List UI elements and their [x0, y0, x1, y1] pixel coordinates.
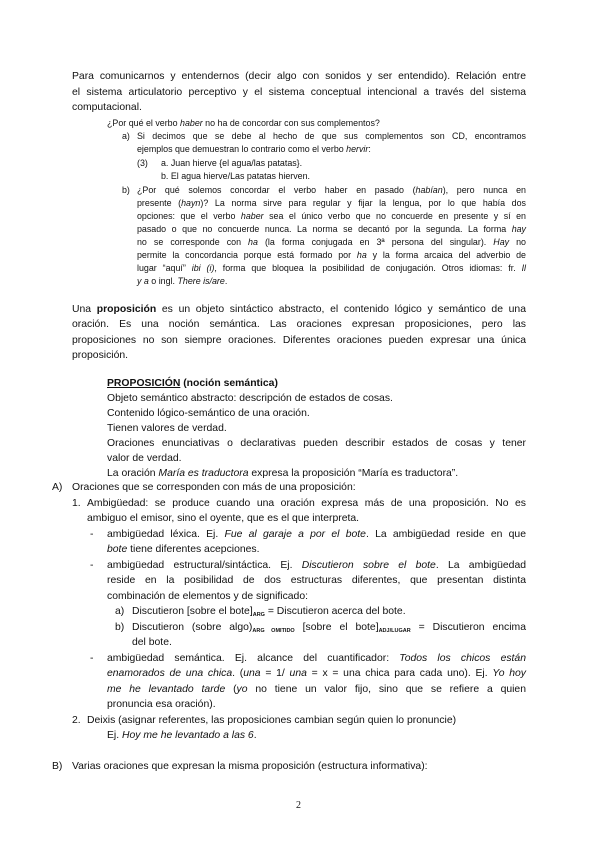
option-a-line-1: Si decimos que se debe al hecho de que sus complementos son CD, encontramos	[137, 131, 526, 141]
box-heading: PROPOSICIÓN (noción semántica)	[107, 378, 278, 389]
item-1-line-2: ambiguo el emisor, sino el oyente, que es el que interpreta.	[87, 513, 360, 524]
page-number: 2	[296, 800, 301, 811]
semantica-line-1: ambigüedad semántica. Ej. alcance del cuantificador: Todos los chicos están	[107, 653, 526, 664]
box-line-3: Tienen valores de verdad.	[107, 423, 227, 434]
proposicion-def-line-1: Una proposición es un objeto sintáctico abstracto, el contenido lógico y semántico de una	[72, 304, 526, 315]
option-b-line-4: pasado o que no concuerde nunca. La norma se decantó por la segunda. La forma hay	[137, 224, 526, 234]
intro-line-2: el sistema articulatorio perceptivo y el sistema conceptual intencional a través del sistema	[72, 87, 526, 98]
option-b-line-8: y a o ingl. There is/are.	[137, 276, 228, 286]
item-2-marker: 2.	[72, 715, 81, 726]
example-3b: b. El agua hierve/Las patatas hierven.	[161, 171, 310, 181]
deixis-example: Ej. Hoy me he levantado a las 6.	[107, 730, 257, 741]
lexica-line-1: ambigüedad léxica. Ej. Fue al garaje a por el bote. La ambigüedad reside en que	[107, 529, 526, 540]
example-3-number: (3)	[137, 158, 148, 168]
section-a-title: Oraciones que se corresponden con más de una proposición:	[72, 482, 356, 493]
semantica-line-2: enamorados de una chica. (una = 1/ una = x = una chica para cada uno). Ej. Yo hoy	[107, 668, 527, 679]
box-line-1: Objeto semántico abstracto: descripción de estados de cosas.	[107, 393, 393, 404]
semantica-dash: -	[90, 653, 94, 664]
option-a-line-2: ejemplos que demuestran lo contrario como el verbo hervir:	[137, 144, 371, 154]
example-3a: a. Juan hierve {el agua/las patatas}.	[161, 158, 303, 168]
estructural-line-2: reside en la posibilidad de dos estructuras diferentes, que presentan distinta	[107, 575, 526, 586]
option-a-marker: a)	[122, 131, 130, 141]
box-line-5: valor de verdad.	[107, 453, 182, 464]
option-b-line-1: ¿Por qué solemos concordar el verbo haber en pasado (habían), pero nunca en	[137, 185, 526, 195]
estructural-a-text: Discutieron [sobre el $bote]_{ARG}$ = Discutieron acerca del bote.	[132, 606, 406, 618]
proposicion-def-line-4: proposición.	[72, 350, 129, 361]
lexica-line-2: bote tiene diferentes acepciones.	[107, 544, 260, 555]
box-line-4: Oraciones enunciativas o declarativas pueden describir estados de cosas y tener	[107, 438, 526, 449]
estructural-b-marker: b)	[115, 622, 125, 633]
box-line-2: Contenido lógico-semántico de una oración.	[107, 408, 310, 419]
section-b-marker: B)	[52, 761, 63, 772]
estructural-b-text: Discutieron (sobre $algo)_{ARG OMITIDO}$ [sobre el $bote]_{ADJ/LUGAR}$ = Discutieron encima	[132, 622, 526, 634]
option-b-line-7: lugar “aquí” ibi (i), forma que bloquea la posibilidad de conjugación. Otros idiomas: fr. Il	[137, 263, 526, 273]
section-a-marker: A)	[52, 482, 63, 493]
estructural-line-3: combinación de elementos y de significado:	[107, 591, 309, 602]
estructural-dash: -	[90, 560, 94, 571]
estructural-line-1: ambigüedad estructural/sintáctica. Ej. Discutieron sobre el bote. La ambigüedad	[107, 560, 527, 571]
semantica-line-3: me he levantado tarde (yo no tiene un valor fijo, sino que se refiere a quien	[107, 684, 526, 695]
option-b-marker: b)	[122, 185, 130, 195]
box-line-6: La oración María es traductora expresa la proposición “María es traductora”.	[107, 468, 459, 479]
item-1-line-1: Ambigüedad: se produce cuando una oración expresa más de una proposición. No es	[87, 498, 526, 509]
item-2-text: Deixis (asignar referentes, las proposiciones cambian según quien lo pronuncie)	[87, 715, 457, 726]
proposicion-def-line-2: oración. Es una noción semántica. Las oraciones expresan proposiciones, pero las	[72, 319, 526, 330]
proposicion-def-line-3: proposiciones no son siempre oraciones. Diferentes oraciones pueden expresar una única	[72, 335, 526, 346]
option-b-line-2: presente (hayn)? La norma sirve para regular y fijar la lengua, por lo que había dos	[137, 198, 526, 208]
semantica-line-4: pronuncia esa oración).	[107, 699, 216, 710]
estructural-a-marker: a)	[115, 606, 125, 617]
section-b-title: Varias oraciones que expresan la misma proposición (estructura informativa):	[72, 761, 428, 772]
option-b-line-3: opciones: que el verbo haber sea el único verbo que no concuerde en presente y sí en	[137, 211, 526, 221]
haber-question: ¿Por qué el verbo haber no ha de concordar con sus complementos?	[107, 118, 380, 128]
lexica-dash: -	[90, 529, 94, 540]
estructural-b-line-2: del bote.	[132, 637, 172, 648]
item-1-marker: 1.	[72, 498, 81, 509]
option-b-line-5: no se corresponde con ha (la forma conjugada en 3ª persona del singular). Hay no	[137, 237, 526, 247]
intro-line-3: computacional.	[72, 102, 142, 113]
option-b-line-6: permite la concordancia porque está formado por ha y la forma arcaica del adverbio de	[137, 250, 526, 260]
intro-line-1: Para comunicarnos y entendernos (decir algo con sonidos y ser entendido). Relación entre	[72, 71, 526, 82]
